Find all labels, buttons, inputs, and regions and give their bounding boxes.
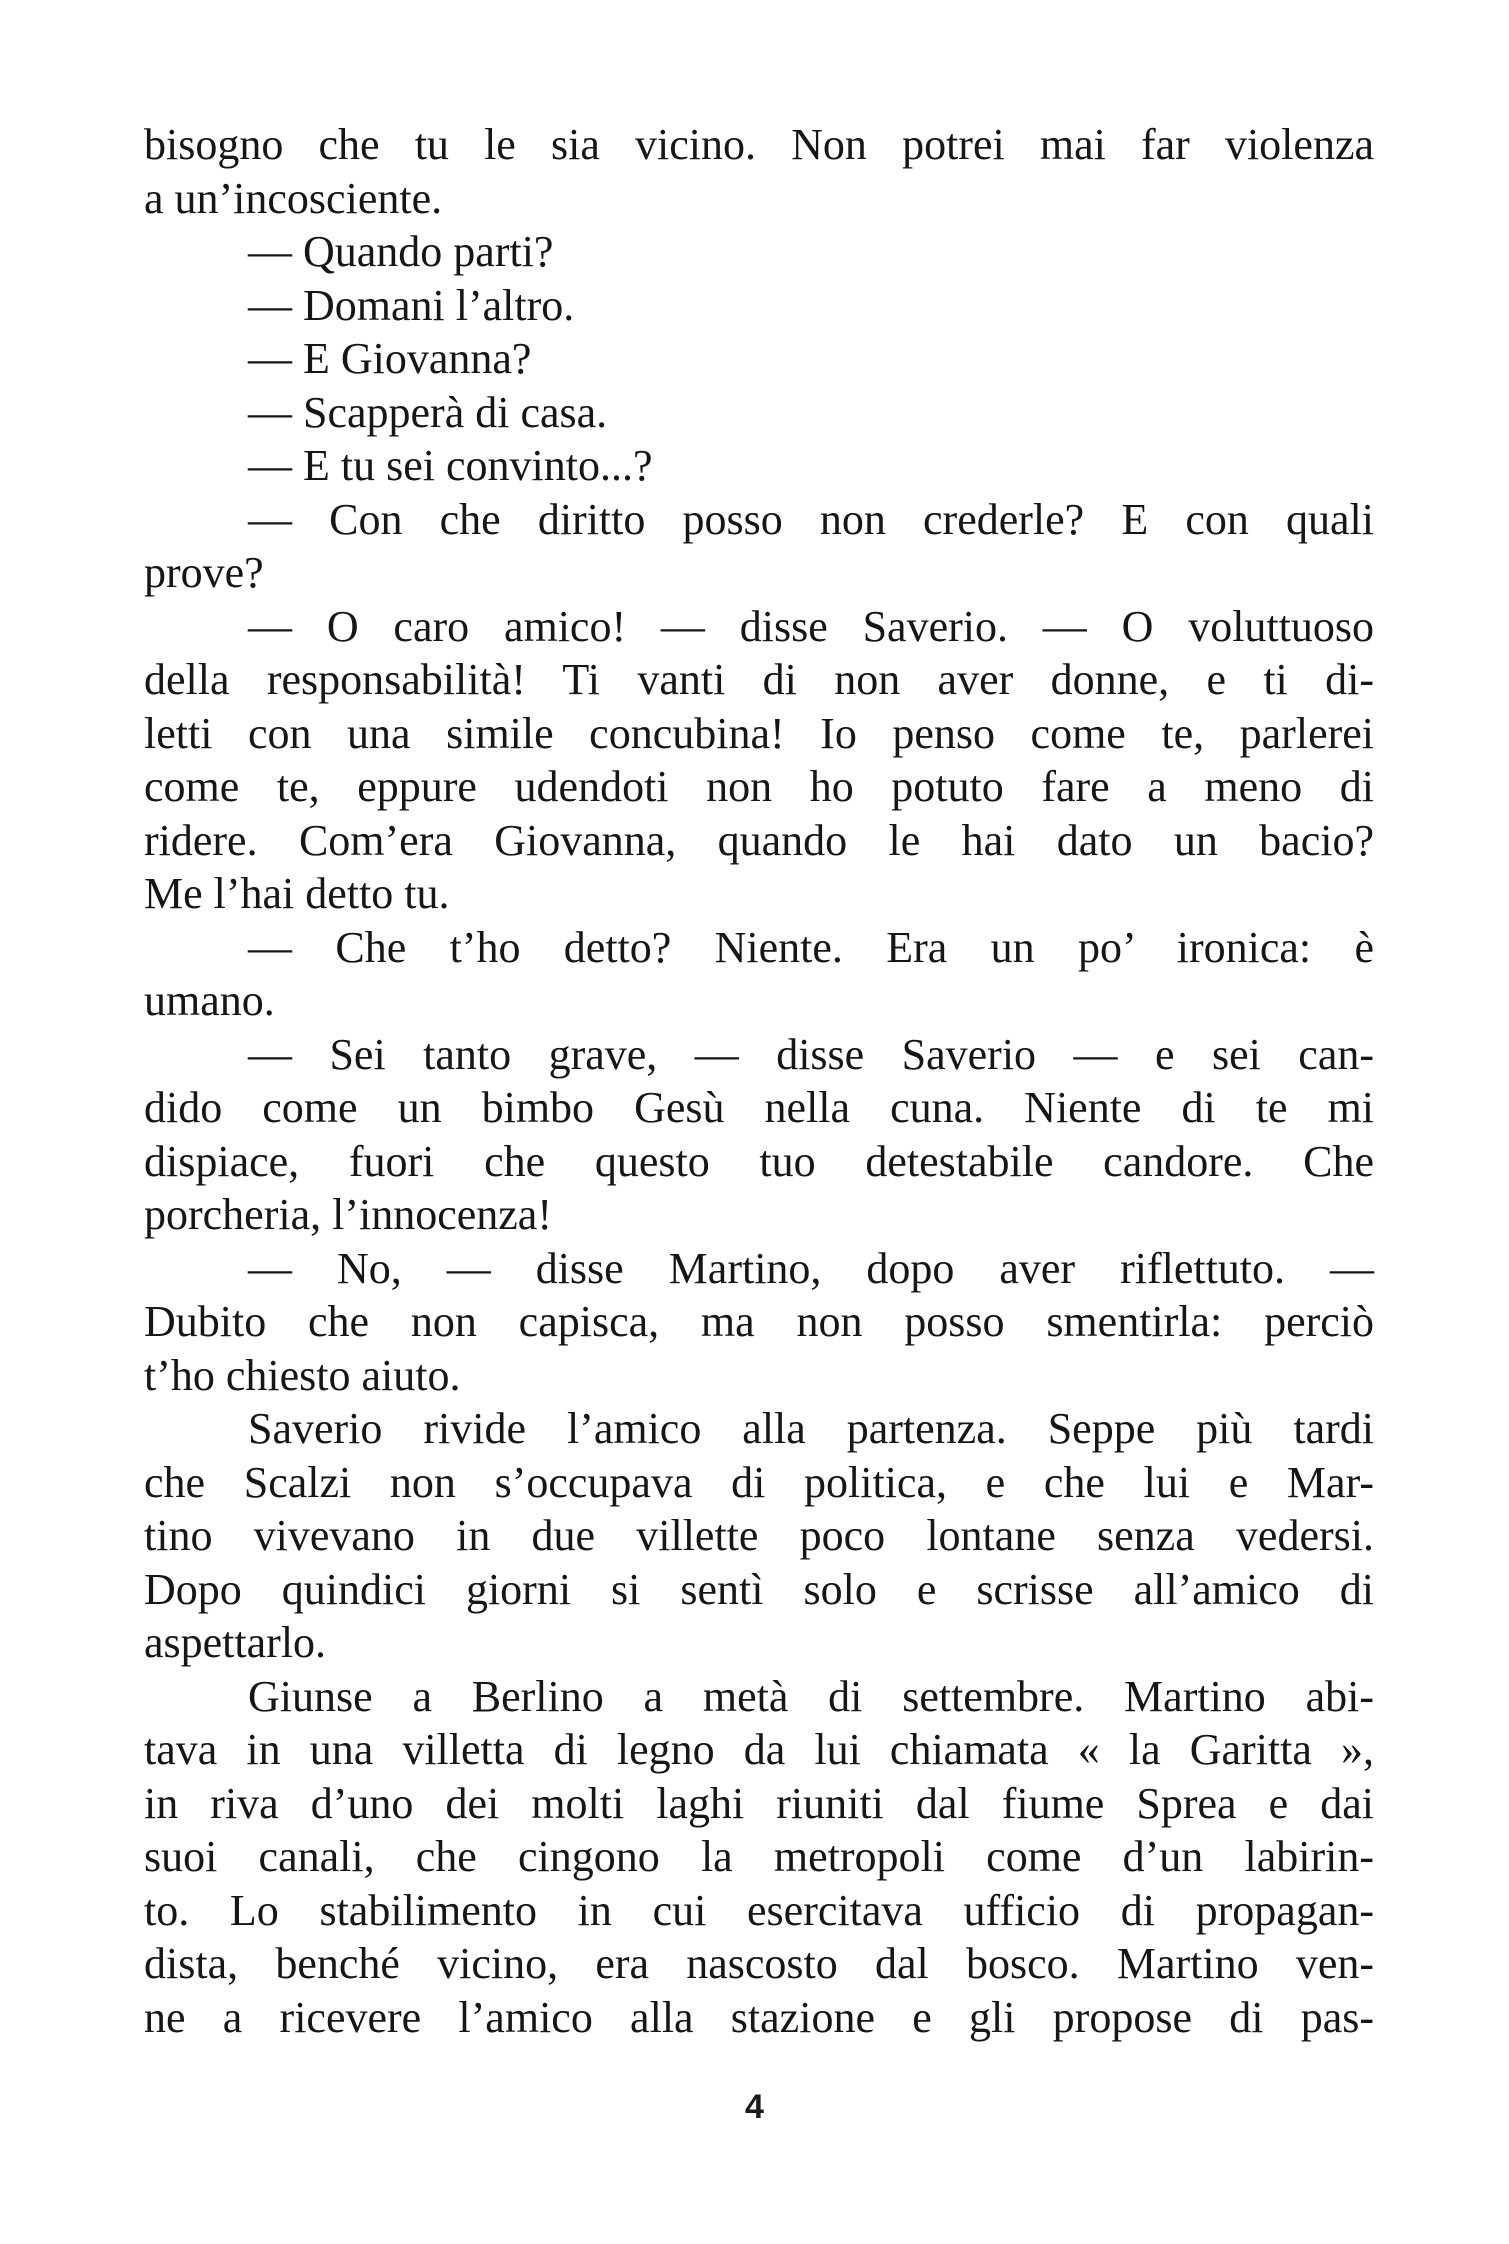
text-line — [144, 1456, 1374, 1510]
text-line — [144, 1777, 1374, 1831]
text-line-content: ridere. Com’era Giovanna, quando le hai dato un bacio? — [144, 815, 1374, 865]
text-line — [144, 1509, 1374, 1563]
text-line-content: — Scapperà di casa. — [248, 387, 608, 437]
text-line-content: — Sei tanto grave, — disse Saverio — e sei can- — [248, 1029, 1374, 1079]
text-line-content: aspettarlo. — [144, 1618, 327, 1667]
text-line — [144, 653, 1374, 707]
text-line-content: Dopo quindici giorni si sentì solo e scrisse all’amico di — [144, 1564, 1374, 1614]
text-line-content: dido come un bimbo Gesù nella cuna. Niente di te mi — [144, 1083, 1374, 1132]
text-line — [144, 600, 1374, 654]
text-line-content: prove? — [144, 548, 264, 597]
text-line — [144, 1135, 1374, 1189]
text-line — [144, 1616, 1374, 1670]
page-number: 4 — [745, 2088, 764, 2126]
text-line — [144, 921, 1374, 975]
text-line — [144, 118, 1374, 172]
text-line — [144, 760, 1374, 814]
text-line-content: Giunse a Berlino a metà di settembre. Martino abi- — [248, 1671, 1374, 1721]
text-line — [144, 974, 1374, 1028]
text-line — [144, 1563, 1374, 1617]
text-line-content: in riva d’uno dei molti laghi riuniti dal fiume Sprea e dai — [144, 1778, 1374, 1828]
text-line-content: — Con che diritto posso non crederle? E con quali — [248, 494, 1374, 544]
text-line — [144, 439, 1374, 493]
text-line-content: suoi canali, che cingono la metropoli come d’un labirin- — [144, 1832, 1374, 1881]
text-line-content: tino vivevano in due villette poco lontane senza vedersi. — [144, 1511, 1374, 1560]
text-line — [144, 1991, 1374, 2045]
text-line — [144, 1188, 1374, 1242]
text-line — [144, 172, 1374, 226]
text-line-content: a un’incosciente. — [144, 173, 443, 223]
text-line — [144, 1402, 1374, 1456]
text-line-content: porcheria, l’innocenza! — [144, 1190, 552, 1239]
text-line — [144, 225, 1374, 279]
text-line — [144, 1937, 1374, 1991]
text-line — [144, 707, 1374, 761]
text-line — [144, 867, 1374, 921]
text-line — [144, 279, 1374, 333]
text-line-content: — E Giovanna? — [248, 334, 532, 383]
text-line-content: dispiace, fuori che questo tuo detestabile candore. Che — [144, 1136, 1374, 1186]
text-line-content: umano. — [144, 976, 275, 1025]
text-line-content: — E tu sei convinto...? — [248, 441, 653, 490]
text-line-content: — No, — disse Martino, dopo aver riflettuto. — — [248, 1243, 1374, 1293]
text-line — [144, 1242, 1374, 1296]
text-line-content: tava in una villetta di legno da lui chiamata « la Garitta », — [144, 1725, 1374, 1774]
text-line-content: Me l’hai detto tu. — [144, 869, 450, 918]
text-line — [144, 1723, 1374, 1777]
text-line — [144, 1349, 1374, 1403]
text-line — [144, 1028, 1374, 1082]
text-line-content: — Che t’ho detto? Niente. Era un po’ ironica: è — [248, 922, 1374, 972]
text-line-content: to. Lo stabilimento in cui esercitava ufficio di propagan- — [144, 1885, 1374, 1935]
text-line-content: ne a ricevere l’amico alla stazione e gli propose di pas- — [144, 1992, 1374, 2042]
text-line-content: Dubito che non capisca, ma non posso smentirla: perciò — [144, 1297, 1374, 1346]
text-line-content: — O caro amico! — disse Saverio. — O voluttuoso — [248, 601, 1374, 651]
text-line — [144, 493, 1374, 547]
text-line-content: come te, eppure udendoti non ho potuto fare a meno di — [144, 762, 1374, 811]
text-line — [144, 1884, 1374, 1938]
text-line-content: t’ho chiesto aiuto. — [144, 1350, 461, 1400]
text-line-content: letti con una simile concubina! Io penso come te, parlerei — [144, 708, 1374, 758]
text-line — [144, 1830, 1374, 1884]
text-line — [144, 386, 1374, 440]
text-line-content: Saverio rivide l’amico alla partenza. Seppe più tardi — [248, 1404, 1374, 1453]
text-line-content: — Domani l’altro. — [248, 280, 575, 330]
text-line — [144, 546, 1374, 600]
text-line — [144, 1670, 1374, 1724]
text-line — [144, 332, 1374, 386]
text-line-content: dista, benché vicino, era nascosto dal bosco. Martino ven- — [144, 1939, 1374, 1988]
body-text — [144, 118, 1374, 2044]
text-line-content: — Quando parti? — [248, 227, 554, 276]
text-line-content: che Scalzi non s’occupava di politica, e che lui e Mar- — [144, 1457, 1374, 1507]
text-line-content: della responsabilità! Ti vanti di non aver donne, e ti di- — [144, 655, 1374, 704]
text-line-content: bisogno che tu le sia vicino. Non potrei mai far violenza — [144, 120, 1374, 169]
text-line — [144, 814, 1374, 868]
text-line — [144, 1295, 1374, 1349]
text-line — [144, 1081, 1374, 1135]
